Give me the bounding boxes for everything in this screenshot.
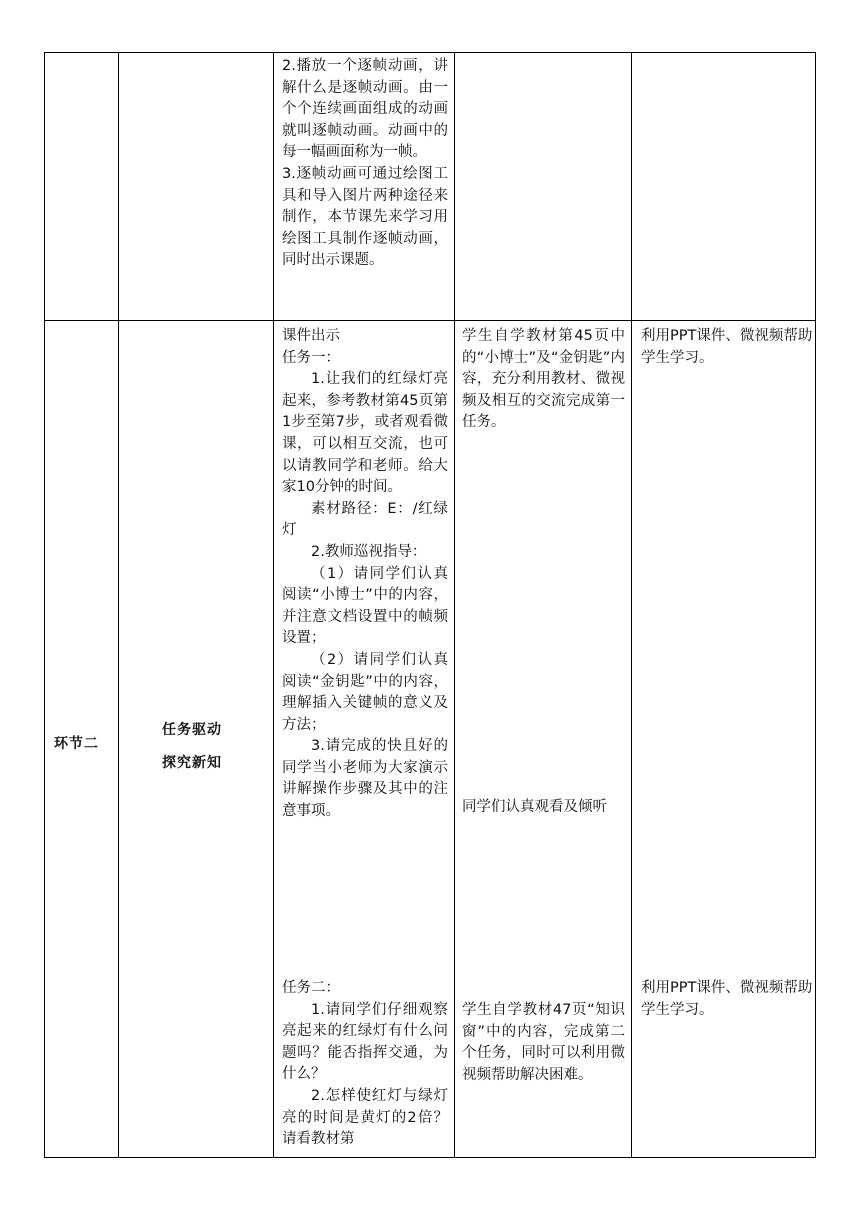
row-divider [44, 320, 816, 321]
row1-step-2: 2.播放一个逐帧动画，讲解什么是逐帧动画。由一个个连续画面组成的动画就叫逐帧动画。动画中的每一幅画面称为一帧。 [282, 58, 448, 161]
content-label-line2: 探究新知 [162, 755, 222, 771]
content-label-line1: 任务驱动 [162, 722, 222, 738]
column-divider-2 [273, 52, 274, 1158]
design-intent-task1: 利用PPT课件、微视频帮助学生学习。 [641, 328, 813, 366]
task1-teacher-activity [282, 326, 448, 823]
task1-item3: 3.请完成的快且好的同学当小老师为大家演示讲解操作步骤及其中的注意事项。 [282, 738, 448, 820]
student-activity-listen: 同学们认真观看及倾听 [462, 799, 607, 815]
row1-teacher-activity [282, 56, 448, 272]
table-right-border [815, 52, 816, 1158]
table-top-border [44, 52, 816, 53]
column-divider-4 [631, 52, 632, 1158]
student-activity-task2: 学生自学教材47页“知识窗”中的内容，完成第二个任务，同时可以利用微视频帮助解决困难。 [462, 1002, 625, 1083]
courseware-intro: 课件出示 [282, 328, 340, 344]
student-activity-task1: 学生自学教材第45页中的“小博士”及“金钥匙”内容，充分利用教材、微视频及相互的交流完成第一任务。 [462, 328, 625, 431]
task2-teacher-activity [282, 978, 448, 1151]
table-left-border [44, 52, 45, 1158]
table-bottom-border [44, 1157, 816, 1158]
task1-material-path: 素材路径：E：/红绿灯 [282, 500, 448, 539]
task2-item2: 2.怎样使红灯与绿灯亮的时间是黄灯的2倍？请看教材第 [282, 1087, 448, 1148]
row1-step-3: 3.逐帧动画可通过绘图工具和导入图片两种途径来制作，本节课先来学习用绘图工具制作逐帧动画，同时出示课题。 [282, 165, 448, 269]
task1-title: 任务一： [282, 349, 340, 366]
column-divider-3 [454, 52, 455, 1158]
task1-item2: 2.教师巡视指导： [311, 543, 427, 560]
stage-label: 环节二 [54, 736, 99, 752]
column-divider-1 [118, 52, 119, 1158]
design-intent-task2: 利用PPT课件、微视频帮助学生学习。 [641, 980, 813, 1018]
task1-sub1: （1）请同学们认真阅读“小博士”中的内容，并注意文档设置中的帧频设置； [282, 565, 448, 647]
task1-item1: 1.让我们的红绿灯亮起来，参考教材第45页第1步至第7步，或者观看微课，可以相互交流，也可以请教同学和老师。给大家10分钟的时间。 [282, 371, 448, 496]
task2-title: 任务二： [282, 980, 340, 996]
task1-sub2: （2）请同学们认真阅读“金钥匙”中的内容，理解插入关键帧的意义及方法； [282, 651, 448, 733]
task2-item1: 1.请同学们仔细观察亮起来的红绿灯有什么问题吗？能否指挥交通，为什么？ [282, 1001, 448, 1083]
